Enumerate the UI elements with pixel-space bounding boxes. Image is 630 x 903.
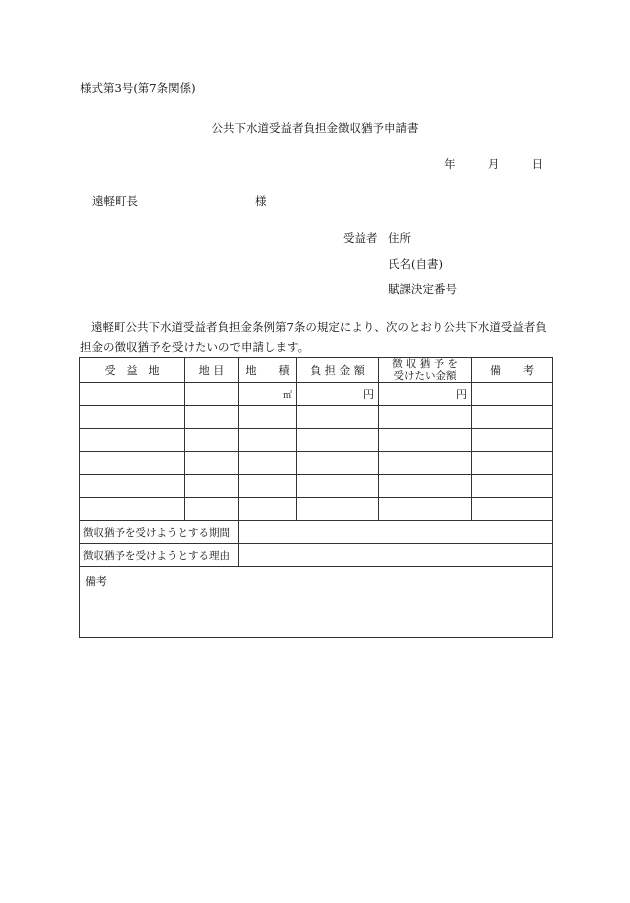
cell-land[interactable] <box>80 429 185 452</box>
cell-amount[interactable] <box>297 475 379 498</box>
addressee <box>92 193 267 209</box>
header-category: 地 目 <box>185 358 239 383</box>
table-row <box>80 475 553 498</box>
table-row <box>80 383 553 406</box>
cell-land[interactable] <box>80 498 185 521</box>
unit-deferral: 円 <box>456 388 467 401</box>
cell-amount[interactable] <box>297 429 379 452</box>
cell-category[interactable] <box>185 475 239 498</box>
addressee-honorific: 様 <box>255 194 267 208</box>
cell-category[interactable] <box>185 452 239 475</box>
period-row <box>80 521 553 544</box>
notes-cell[interactable] <box>80 567 553 638</box>
period-label: 徴収猶予を受けようとする期間 <box>80 521 239 544</box>
cell-amount[interactable] <box>297 406 379 429</box>
cell-land[interactable] <box>80 475 185 498</box>
form-number-label: 様式第3号(第7条関係) <box>80 81 196 95</box>
document-title: 公共下水道受益者負担金徴収猶予申請書 <box>211 121 419 135</box>
header-remarks: 備 考 <box>472 358 553 383</box>
applicant-address-label: 住所 <box>388 231 411 245</box>
cell-area[interactable] <box>239 429 297 452</box>
cell-deferral-amount[interactable] <box>379 498 472 521</box>
cell-remarks[interactable] <box>472 475 553 498</box>
header-deferral-line2: 受けたい金額 <box>393 370 457 382</box>
deferral-table <box>79 357 553 638</box>
cell-remarks[interactable] <box>472 452 553 475</box>
cell-land[interactable] <box>80 406 185 429</box>
cell-deferral-amount[interactable] <box>379 475 472 498</box>
cell-remarks[interactable] <box>472 429 553 452</box>
cell-category[interactable] <box>185 383 239 406</box>
cell-remarks[interactable] <box>472 383 553 406</box>
table-row <box>80 406 553 429</box>
cell-category[interactable] <box>185 406 239 429</box>
cell-area[interactable] <box>239 475 297 498</box>
cell-amount[interactable] <box>297 383 379 406</box>
header-deferral-line1: 徴 収 猶 予 を <box>392 358 458 370</box>
reason-label: 徴収猶予を受けようとする理由 <box>80 544 239 567</box>
table-row <box>80 452 553 475</box>
cell-area[interactable] <box>239 498 297 521</box>
applicant-label: 受益者 <box>343 231 378 245</box>
date-line <box>444 156 543 172</box>
period-value[interactable] <box>239 521 553 544</box>
cell-land[interactable] <box>80 383 185 406</box>
unit-area: ㎡ <box>282 390 292 401</box>
applicant-block <box>343 230 378 246</box>
cell-area[interactable] <box>239 383 297 406</box>
date-day: 日 <box>531 157 544 171</box>
cell-area[interactable] <box>239 452 297 475</box>
header-land: 受 益 地 <box>80 358 185 383</box>
cell-deferral-amount[interactable] <box>379 406 472 429</box>
cell-land[interactable] <box>80 452 185 475</box>
table-header-row <box>80 358 553 383</box>
unit-amount: 円 <box>363 388 374 401</box>
cell-amount[interactable] <box>297 498 379 521</box>
cell-category[interactable] <box>185 498 239 521</box>
applicant-name-label: 氏名(自書) <box>388 257 443 271</box>
notes-label: 備考 <box>85 575 107 588</box>
applicant-tax-number-label: 賦課決定番号 <box>388 282 457 296</box>
cell-remarks[interactable] <box>472 406 553 429</box>
cell-deferral-amount[interactable] <box>379 452 472 475</box>
table-row <box>80 498 553 521</box>
cell-amount[interactable] <box>297 452 379 475</box>
header-deferral-amount <box>379 358 472 383</box>
cell-deferral-amount[interactable] <box>379 429 472 452</box>
date-month: 月 <box>487 157 500 171</box>
addressee-name: 遠軽町長 <box>92 194 138 208</box>
header-area: 地 積 <box>239 358 297 383</box>
reason-row <box>80 544 553 567</box>
reason-value[interactable] <box>239 544 553 567</box>
cell-area[interactable] <box>239 406 297 429</box>
cell-category[interactable] <box>185 429 239 452</box>
header-amount: 負 担 金 額 <box>297 358 379 383</box>
date-year: 年 <box>444 157 456 171</box>
cell-deferral-amount[interactable] <box>379 383 472 406</box>
notes-row <box>80 567 553 638</box>
cell-remarks[interactable] <box>472 498 553 521</box>
body-text: 遠軽町公共下水道受益者負担金条例第7条の規定により、次のとおり公共下水道受益者負担金の徴収猶予を受けたいので申請します。 <box>80 320 547 354</box>
table-row <box>80 429 553 452</box>
